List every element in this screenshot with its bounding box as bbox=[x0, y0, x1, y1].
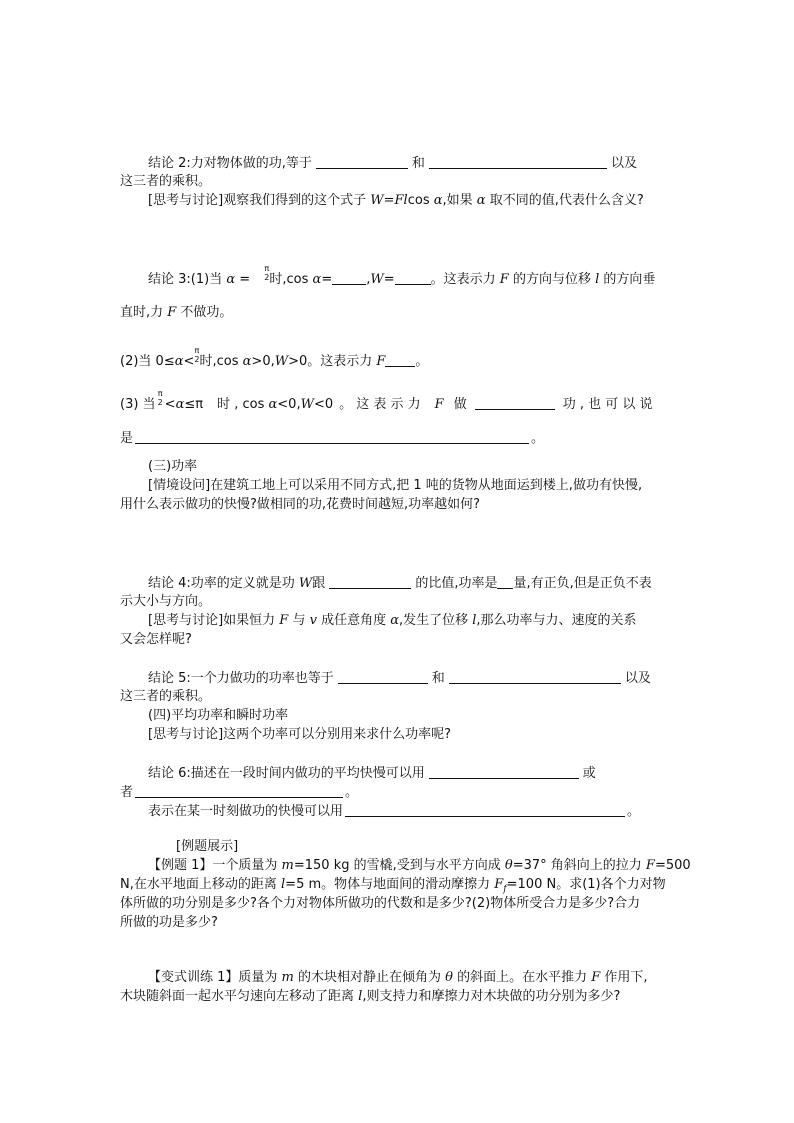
blank bbox=[497, 575, 513, 589]
blank bbox=[385, 353, 415, 367]
blank bbox=[338, 670, 428, 684]
example-1-line2: N,在水平地面上移动的距离 l=5 m。物体与地面间的滑动摩擦力 $F_f=100$ N。求(1)各个力对物 bbox=[120, 877, 666, 895]
pi-over-2: π 2 bbox=[194, 346, 200, 364]
blank bbox=[475, 396, 555, 410]
think-discuss-1: [思考与讨论]观察我们得到的这个式子 W=Flcos α,如果 α 取不同的值,代表什么含义? bbox=[148, 193, 644, 208]
conclusion-4-line1: 结论 4:功率的定义就是功 W跟 的比值,功率是 量,有正负,但是正负不表 bbox=[148, 576, 652, 591]
example-heading: [例题展示] bbox=[176, 839, 239, 854]
conclusion-5-line1: 结论 5:一个力做功的功率也等于 和 以及 bbox=[148, 671, 651, 686]
section-3-scenario-line2: 用什么表示做功的快慢?做相同的功,花费时间越短,功率越如何? bbox=[120, 497, 481, 512]
think-discuss-2-line1: [思考与讨论]如果恒力 F 与 v 成任意角度 α,发生了位移 l,那么功率与力、速度的关系 bbox=[148, 613, 637, 628]
variant-training-1-line2: 木块随斜面一起水平匀速向左移动了距离 l,则支持力和摩擦力对木块做的功分别为多少? bbox=[120, 989, 621, 1004]
blank bbox=[429, 155, 607, 169]
conclusion-4-line2: 示大小与方向。 bbox=[120, 594, 212, 609]
conclusion-5-line2: 这三者的乘积。 bbox=[120, 689, 212, 704]
conclusion-3-line2: 直时,力 F 不做功。 bbox=[120, 305, 233, 320]
section-4-discuss: [思考与讨论]这两个功率可以分别用来求什么功率呢? bbox=[148, 727, 452, 742]
pi-over-2: π 2 bbox=[264, 264, 270, 282]
conclusion-3-case3-line2: 是 。 bbox=[120, 431, 545, 446]
conclusion-6-line2: 者 。 bbox=[120, 785, 359, 800]
blank bbox=[135, 430, 529, 444]
conclusion-3-line1: 结论 3:(1)当 α = π 2 时,cos α= ,W= 。这表示力 F 的方向与位移 l 的方向垂 bbox=[148, 264, 656, 287]
blank bbox=[429, 765, 579, 779]
blank bbox=[395, 271, 431, 285]
blank bbox=[329, 575, 411, 589]
conclusion-6-line1: 结论 6:描述在一段时间内做功的平均快慢可以用 或 bbox=[148, 766, 596, 781]
blank bbox=[135, 784, 343, 798]
blank bbox=[332, 271, 366, 285]
section-3-title: (三)功率 bbox=[148, 459, 198, 474]
conclusion-2-line1: 结论 2:力对物体做的功,等于 和 以及 bbox=[148, 156, 637, 171]
blank bbox=[449, 670, 621, 684]
variant-training-1-line1: 【变式训练 1】质量为 m 的木块相对静止在倾角为 θ 的斜面上。在水平推力 F 作用下, bbox=[148, 970, 648, 985]
example-1-line4: 所做的功是多少? bbox=[120, 915, 218, 930]
conclusion-3-case3: (3) 当 π 2 <α≤π 时 , cos α<0,W<0 。 这 表 示 力 F 做 功 , 也 可 以 说 bbox=[120, 389, 653, 412]
conclusion-3-case2: (2)当 0≤α< π 2 时,cos α>0,W>0。这表示力 F 。 bbox=[120, 346, 429, 369]
example-1-line1: 【例题 1】一个质量为 m=150 kg 的雪橇,受到与水平方向成 θ=37° 角斜向上的拉力 F=500 bbox=[148, 858, 691, 873]
blank bbox=[316, 155, 408, 169]
section-3-scenario-line1: [情境设问]在建筑工地上可以采用不同方式,把 1 吨的货物从地面运到楼上,做功有快慢, bbox=[148, 478, 643, 493]
example-1-line3: 体所做的功分别是多少?各个力对物体所做功的代数和是多少?(2)物体所受合力是多少?合力 bbox=[120, 896, 641, 911]
blank bbox=[345, 803, 625, 817]
conclusion-2-line2: 这三者的乘积。 bbox=[120, 174, 212, 189]
section-4-title: (四)平均功率和瞬时功率 bbox=[148, 708, 289, 723]
pi-over-2: π 2 bbox=[157, 389, 163, 407]
think-discuss-2-line2: 又会怎样呢? bbox=[120, 632, 192, 647]
conclusion-6-line3: 表示在某一时刻做功的快慢可以用 。 bbox=[148, 804, 641, 819]
